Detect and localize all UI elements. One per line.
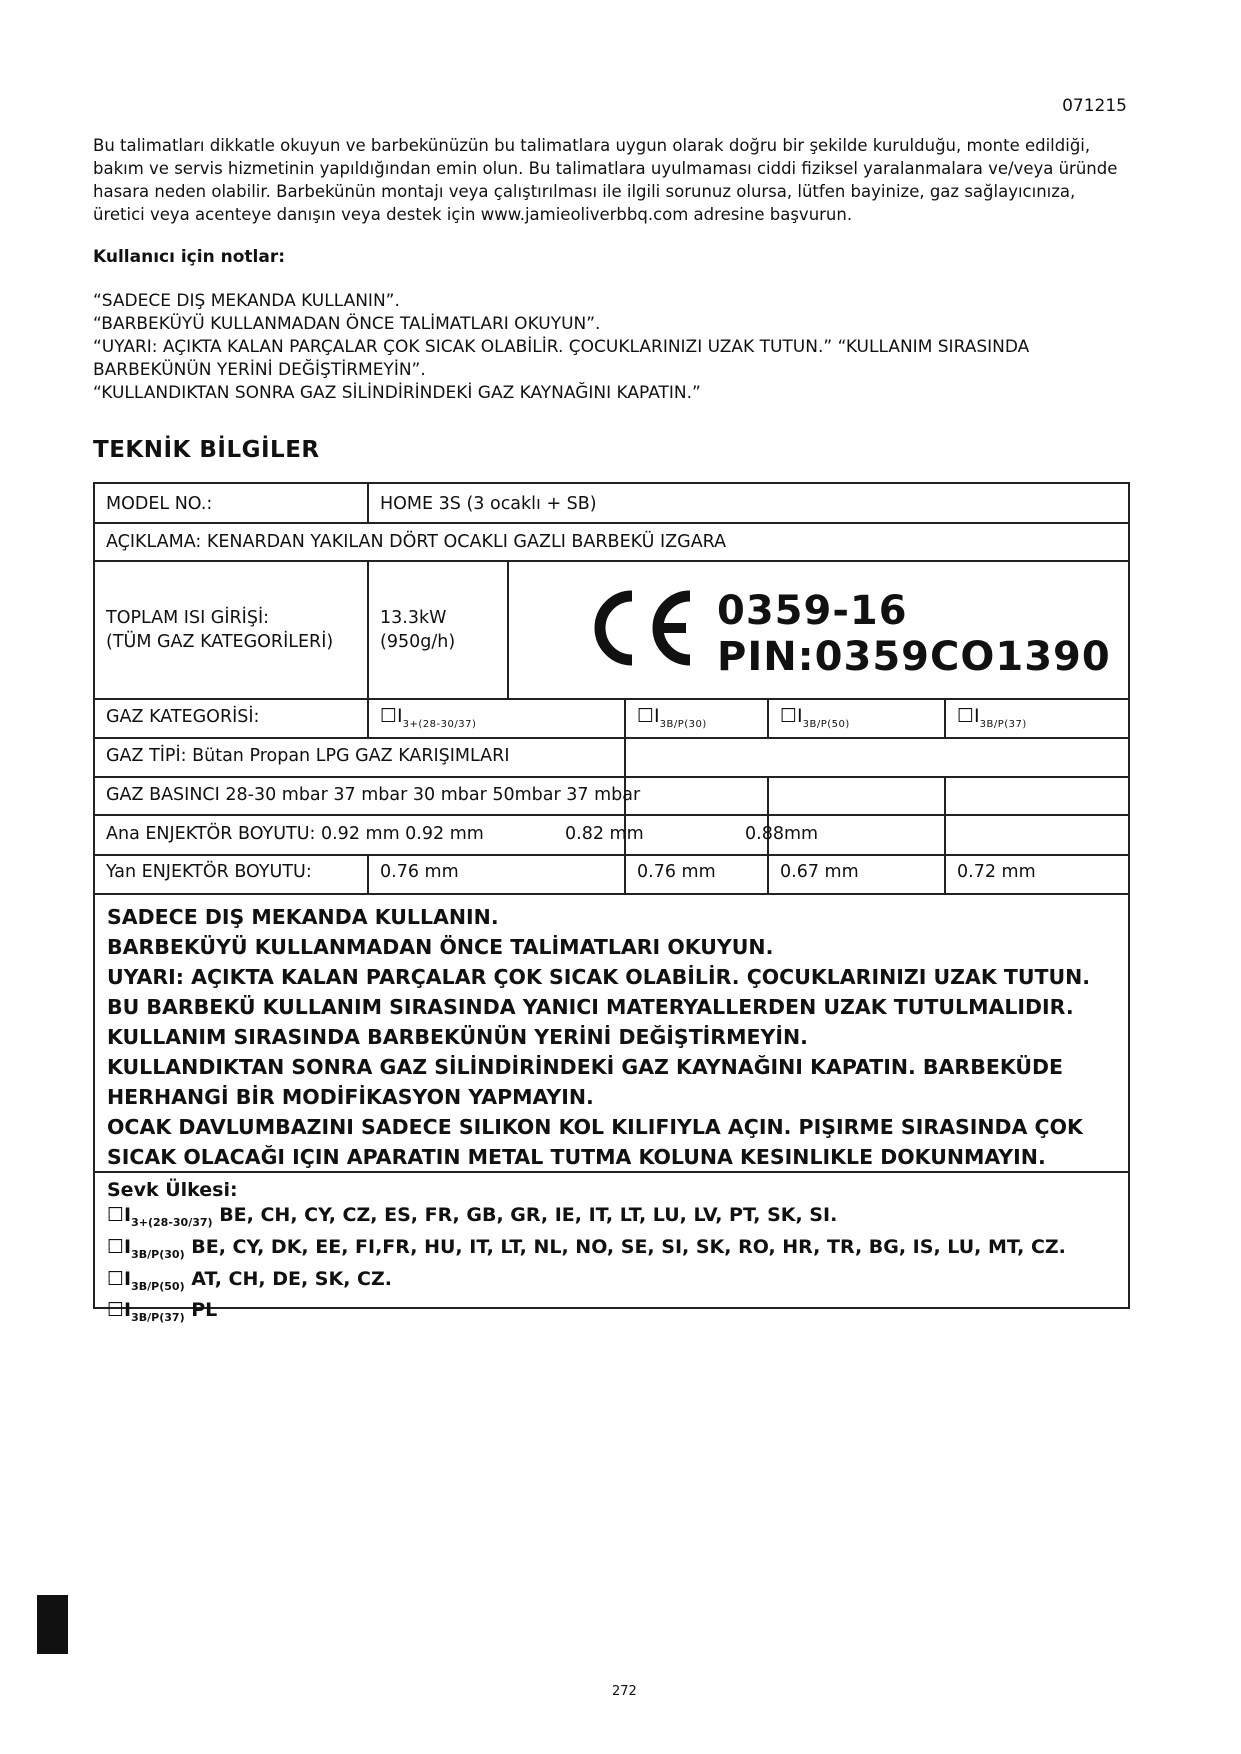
ce-mark-logo: [580, 588, 698, 672]
side-injector-value: 0.72 mm: [957, 862, 1036, 882]
checkbox-icon[interactable]: ☐: [107, 1267, 125, 1290]
table-border-top: [93, 482, 1130, 484]
category-checkbox-i3b-50[interactable]: [780, 705, 850, 730]
warning-line: KULLANIM SIRASINDA BARBEKÜNÜN YERİNİ DEĞİŞTİRMEYİN.: [107, 1025, 808, 1049]
shipping-countries: [107, 1178, 1066, 1330]
gas-type: GAZ TİPİ: Bütan Propan LPG GAZ KARIŞIMLARI: [106, 746, 510, 766]
table-rule: [93, 893, 1130, 895]
category-checkbox-i3b-30[interactable]: [637, 705, 707, 730]
category-sub: 3B/P(30): [659, 718, 707, 730]
category-sub: 3B/P(50): [131, 1279, 185, 1293]
warning-block: [107, 902, 1117, 1172]
user-notes: [93, 290, 1143, 405]
table-col-rule: [367, 560, 369, 738]
shipping-row: [107, 1267, 1066, 1299]
pin-number: PIN:0359CO1390: [717, 634, 1111, 680]
main-injector-value: 0.82 mm: [565, 824, 644, 844]
main-injector-value: 0.88mm: [745, 824, 819, 844]
category-base: I: [654, 705, 660, 727]
warning-line: SICAK OLACAĞI IÇIN APARATIN METAL TUTMA KOLUNA KESINLIKLE DOKUNMAYIN.: [107, 1145, 1046, 1169]
side-injector-value: 0.76 mm: [380, 862, 459, 882]
table-col-rule: [767, 698, 769, 738]
warning-line: OCAK DAVLUMBAZINI SADECE SILIKON KOL KILIFIYLA AÇIN. PIŞIRME SIRASINDA ÇOK: [107, 1115, 1083, 1139]
category-sub: 3+(28-30/37): [131, 1215, 213, 1229]
table-col-rule: [944, 776, 946, 894]
side-injector-label: Yan ENJEKTÖR BOYUTU:: [106, 862, 312, 882]
warning-line: UYARI: AÇIKTA KALAN PARÇALAR ÇOK SICAK OLABİLİR. ÇOCUKLARINIZI UZAK TUTUN.: [107, 965, 1091, 989]
note-line: “KULLANDIKTAN SONRA GAZ SİLİNDİRİNDEKİ GAZ KAYNAĞINI KAPATIN.”: [93, 383, 701, 403]
table-border-right: [1128, 482, 1130, 1309]
category-checkbox-i3plus[interactable]: [380, 705, 476, 730]
table-rule: [93, 560, 1130, 562]
table-rule: [93, 737, 1130, 739]
warning-line: HERHANGİ BİR MODİFİKASYON YAPMAYIN.: [107, 1085, 594, 1109]
checkbox-icon[interactable]: ☐: [107, 1204, 125, 1226]
table-rule: [93, 854, 1130, 856]
intro-paragraph: [93, 134, 1133, 226]
shipping-row: [107, 1203, 1066, 1235]
gas-category-label: GAZ KATEGORİSİ:: [106, 707, 260, 727]
category-sub: 3B/P(30): [131, 1247, 185, 1261]
certification-text: [717, 588, 1111, 680]
shipping-row: [107, 1235, 1066, 1267]
category-base: I: [397, 705, 403, 727]
category-base: I: [124, 1204, 132, 1226]
checkbox-icon[interactable]: ☐: [107, 1235, 125, 1258]
description: AÇIKLAMA: KENARDAN YAKILAN DÖRT OCAKLI GAZLI BARBEKÜ IZGARA: [106, 532, 727, 552]
category-base: I: [124, 1267, 132, 1290]
table-rule: [93, 814, 1130, 816]
main-injector-label: Ana ENJEKTÖR BOYUTU: 0.92 mm 0.92 mm: [106, 824, 484, 844]
country-list: BE, CY, DK, EE, FI,FR, HU, IT, LT, NL, NO, SE, SI, SK, RO, HR, TR, BG, IS, LU, MT, CZ.: [191, 1235, 1066, 1258]
table-col-rule: [367, 482, 369, 524]
warning-line: BU BARBEKÜ KULLANIM SIRASINDA YANICI MATERYALLERDEN UZAK TUTULMALIDIR.: [107, 995, 1074, 1019]
shipping-title: Sevk Ülkesi:: [107, 1179, 238, 1201]
table-border-left: [93, 482, 95, 1309]
checkbox-icon: ☐: [957, 705, 975, 727]
country-list: AT, CH, DE, SK, CZ.: [191, 1267, 392, 1290]
category-sub: 3B/P(37): [131, 1311, 185, 1325]
page-edge-marker: [37, 1595, 68, 1654]
heat-input-value-sub: (950g/h): [380, 632, 456, 652]
category-sub: 3B/P(37): [979, 718, 1027, 730]
category-sub: 3+(28-30/37): [402, 718, 477, 730]
warning-line: SADECE DIŞ MEKANDA KULLANIN.: [107, 905, 499, 929]
note-line: “UYARI: AÇIKTA KALAN PARÇALAR ÇOK SICAK OLABİLİR. ÇOCUKLARINIZI UZAK TUTUN.” “KULLANIM SIRASINDA: [93, 337, 1030, 357]
document-code: 071215: [1062, 96, 1127, 116]
table-col-rule: [944, 698, 946, 738]
intro-line: Bu talimatları dikkatle okuyun ve barbekünüzün bu talimatlara uygun olarak doğru bir şekilde kurulduğu, monte edildiği,: [93, 136, 1091, 155]
category-checkbox-i3b-37[interactable]: [957, 705, 1027, 730]
warning-line: KULLANDIKTAN SONRA GAZ SİLİNDİRİNDEKİ GAZ KAYNAĞINI KAPATIN. BARBEKÜDE: [107, 1055, 1064, 1079]
notified-body-number: 0359-16: [717, 588, 908, 634]
category-base: I: [974, 705, 980, 727]
table-rule: [93, 698, 1130, 700]
checkbox-icon: ☐: [380, 705, 398, 727]
country-list: BE, CH, CY, CZ, ES, FR, GB, GR, IE, IT, LT, LU, LV, PT, SK, SI.: [219, 1204, 838, 1226]
heat-input-label: TOPLAM ISI GİRİŞİ:: [106, 608, 270, 628]
checkbox-icon: ☐: [780, 705, 798, 727]
side-injector-value: 0.76 mm: [637, 862, 716, 882]
model-label: MODEL NO.:: [106, 494, 213, 514]
intro-line: hasara neden olabilir. Barbekünün montajı veya çalıştırılması ile ilgili sorunuz olursa, lütfen bayinize, gaz sağlayıcınıza,: [93, 182, 1076, 201]
section-title: TEKNİK BİLGİLER: [93, 437, 320, 463]
side-injector-value: 0.67 mm: [780, 862, 859, 882]
checkbox-icon[interactable]: ☐: [107, 1299, 125, 1322]
gas-pressure: GAZ BASINCI 28-30 mbar 37 mbar 30 mbar 50mbar 37 mbar: [106, 785, 641, 805]
category-base: I: [797, 705, 803, 727]
note-line: BARBEKÜNÜN YERİNİ DEĞİŞTİRMEYİN”.: [93, 360, 426, 380]
checkbox-icon: ☐: [637, 705, 655, 727]
country-list: PL: [191, 1299, 218, 1322]
table-rule: [93, 776, 1130, 778]
table-col-rule: [367, 854, 369, 894]
note-line: “SADECE DIŞ MEKANDA KULLANIN”.: [93, 291, 400, 311]
shipping-row: [107, 1298, 1066, 1330]
model-value: HOME 3S (3 ocaklı + SB): [380, 494, 597, 514]
page-number: 272: [612, 1684, 637, 1699]
category-sub: 3B/P(50): [802, 718, 850, 730]
table-col-rule: [507, 560, 509, 700]
table-rule: [93, 522, 1130, 524]
heat-input-value: 13.3kW: [380, 608, 447, 628]
category-base: I: [124, 1235, 132, 1258]
intro-line: üretici veya acenteye danışın veya destek için www.jamieoliverbbq.com adresine başvurun.: [93, 205, 853, 224]
heat-input-label-sub: (TÜM GAZ KATEGORİLERİ): [106, 632, 334, 652]
note-line: “BARBEKÜYÜ KULLANMADAN ÖNCE TALİMATLARI OKUYUN”.: [93, 314, 601, 334]
warning-line: BARBEKÜYÜ KULLANMADAN ÖNCE TALİMATLARI OKUYUN.: [107, 935, 774, 959]
category-base: I: [124, 1299, 132, 1322]
notes-heading: Kullanıcı için notlar:: [93, 247, 285, 267]
intro-line: bakım ve servis hizmetinin yapıldığından emin olun. Bu talimatlara uyulmaması ciddi fiziksel yaralanmalara ve/veya üründe: [93, 159, 1118, 178]
